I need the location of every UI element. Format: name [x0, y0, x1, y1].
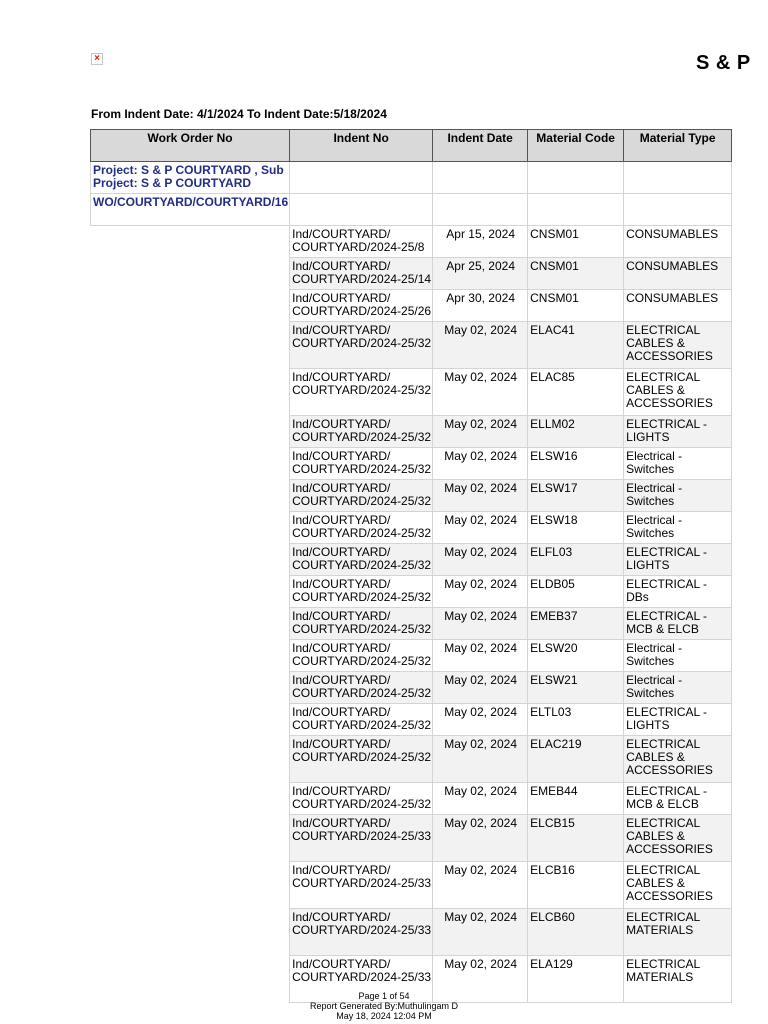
date-range: From Indent Date: 4/1/2024 To Indent Date:5/18/2024 — [91, 107, 387, 121]
material-code-cell: ELAC41 — [528, 322, 624, 369]
blank-cell — [91, 369, 290, 416]
indent-date-cell: May 02, 2024 — [433, 369, 528, 416]
blank-cell — [91, 608, 290, 640]
indent-no-cell: Ind/COURTYARD/ COURTYARD/2024-25/32 — [290, 369, 433, 416]
blank-cell — [91, 640, 290, 672]
indent-date-cell: May 02, 2024 — [433, 608, 528, 640]
indent-table — [90, 129, 732, 1003]
material-code-cell: ELCB15 — [528, 815, 624, 862]
indent-no-cell: Ind/COURTYARD/ COURTYARD/2024-25/8 — [290, 226, 433, 258]
indent-date-cell: May 02, 2024 — [433, 322, 528, 369]
material-code-cell: ELSW18 — [528, 512, 624, 544]
material-code-cell: ELFL03 — [528, 544, 624, 576]
blank-cell — [91, 448, 290, 480]
indent-date-cell: May 02, 2024 — [433, 640, 528, 672]
table-row — [91, 704, 732, 736]
material-type-cell: ELECTRICAL - MCB & ELCB — [624, 783, 732, 815]
empty-cell — [433, 194, 528, 226]
indent-no-cell: Ind/COURTYARD/ COURTYARD/2024-25/32 — [290, 480, 433, 512]
material-type-cell: ELECTRICAL - DBs — [624, 576, 732, 608]
table-header-row — [91, 130, 732, 162]
header-material-code: Material Code — [528, 130, 624, 162]
indent-no-cell: Ind/COURTYARD/ COURTYARD/2024-25/32 — [290, 576, 433, 608]
blank-cell — [91, 815, 290, 862]
material-type-cell: Electrical - Switches — [624, 448, 732, 480]
blank-cell — [91, 258, 290, 290]
blank-cell — [91, 909, 290, 956]
empty-cell — [290, 162, 433, 194]
indent-no-cell: Ind/COURTYARD/ COURTYARD/2024-25/32 — [290, 704, 433, 736]
table-row — [91, 608, 732, 640]
table-row — [91, 640, 732, 672]
empty-cell — [290, 194, 433, 226]
material-type-cell: ELECTRICAL - MCB & ELCB — [624, 608, 732, 640]
indent-no-cell: Ind/COURTYARD/ COURTYARD/2024-25/32 — [290, 416, 433, 448]
material-code-cell: ELAC85 — [528, 369, 624, 416]
table-row — [91, 815, 732, 862]
header-indent-date: Indent Date — [433, 130, 528, 162]
indent-no-cell: Ind/COURTYARD/ COURTYARD/2024-25/32 — [290, 640, 433, 672]
table-row — [91, 290, 732, 322]
material-code-cell: ELSW21 — [528, 672, 624, 704]
material-type-cell: Electrical - Switches — [624, 480, 732, 512]
indent-no-cell: Ind/COURTYARD/ COURTYARD/2024-25/14 — [290, 258, 433, 290]
indent-date-cell: Apr 30, 2024 — [433, 290, 528, 322]
table-row — [91, 448, 732, 480]
blank-cell — [91, 783, 290, 815]
indent-no-cell: Ind/COURTYARD/ COURTYARD/2024-25/33 — [290, 909, 433, 956]
material-code-cell: ELAC219 — [528, 736, 624, 783]
material-type-cell: ELECTRICAL MATERIALS — [624, 909, 732, 956]
indent-date-cell: May 02, 2024 — [433, 956, 528, 1003]
header-work-order-no: Work Order No — [91, 130, 290, 162]
indent-date-cell: May 02, 2024 — [433, 544, 528, 576]
blank-cell — [91, 862, 290, 909]
blank-cell — [91, 512, 290, 544]
blank-cell — [91, 544, 290, 576]
indent-date-cell: May 02, 2024 — [433, 736, 528, 783]
page-number: Page 1 of 54 — [358, 991, 410, 1001]
material-code-cell: ELCB16 — [528, 862, 624, 909]
material-code-cell: CNSM01 — [528, 290, 624, 322]
material-type-cell: ELECTRICAL CABLES & ACCESSORIES — [624, 369, 732, 416]
blank-cell — [91, 672, 290, 704]
indent-no-cell: Ind/COURTYARD/ COURTYARD/2024-25/32 — [290, 322, 433, 369]
table-row — [91, 862, 732, 909]
material-code-cell: CNSM01 — [528, 258, 624, 290]
material-type-cell: CONSUMABLES — [624, 290, 732, 322]
material-type-cell: Electrical - Switches — [624, 672, 732, 704]
material-type-cell: ELECTRICAL - LIGHTS — [624, 704, 732, 736]
project-row — [91, 162, 732, 194]
header-material-type: Material Type — [624, 130, 732, 162]
indent-no-cell: Ind/COURTYARD/ COURTYARD/2024-25/32 — [290, 783, 433, 815]
project-label: Project: S & P COURTYARD , Sub Project: S & P COURTYARD — [91, 162, 290, 194]
table-row — [91, 480, 732, 512]
indent-date-cell: Apr 25, 2024 — [433, 258, 528, 290]
table-row — [91, 322, 732, 369]
indent-date-cell: May 02, 2024 — [433, 416, 528, 448]
material-type-cell: ELECTRICAL CABLES & ACCESSORIES — [624, 815, 732, 862]
indent-date-cell: May 02, 2024 — [433, 909, 528, 956]
material-type-cell: ELECTRICAL - LIGHTS — [624, 544, 732, 576]
indent-no-cell: Ind/COURTYARD/ COURTYARD/2024-25/32 — [290, 544, 433, 576]
table-row — [91, 416, 732, 448]
broken-image-icon: × — [91, 53, 103, 65]
blank-cell — [91, 480, 290, 512]
blank-cell — [91, 704, 290, 736]
material-type-cell: ELECTRICAL CABLES & ACCESSORIES — [624, 322, 732, 369]
material-code-cell: EMEB37 — [528, 608, 624, 640]
empty-cell — [528, 162, 624, 194]
material-code-cell: ELSW20 — [528, 640, 624, 672]
table-row — [91, 783, 732, 815]
indent-date-cell: May 02, 2024 — [433, 704, 528, 736]
material-code-cell: ELSW16 — [528, 448, 624, 480]
table-row — [91, 544, 732, 576]
table-row — [91, 512, 732, 544]
empty-cell — [624, 162, 732, 194]
indent-date-cell: May 02, 2024 — [433, 862, 528, 909]
material-type-cell: CONSUMABLES — [624, 258, 732, 290]
indent-no-cell: Ind/COURTYARD/ COURTYARD/2024-25/33 — [290, 862, 433, 909]
generated-by: Report Generated By:Muthulingam D — [309, 1001, 459, 1011]
indent-date-cell: May 02, 2024 — [433, 480, 528, 512]
blank-cell — [91, 322, 290, 369]
indent-date-cell: May 02, 2024 — [433, 448, 528, 480]
indent-no-cell: Ind/COURTYARD/ COURTYARD/2024-25/32 — [290, 608, 433, 640]
material-code-cell: ELCB60 — [528, 909, 624, 956]
material-type-cell: Electrical - Switches — [624, 640, 732, 672]
empty-cell — [528, 194, 624, 226]
material-type-cell: ELECTRICAL - LIGHTS — [624, 416, 732, 448]
indent-date-cell: May 02, 2024 — [433, 672, 528, 704]
report-footer — [0, 991, 768, 1021]
company-title: S & P — [696, 52, 751, 74]
material-code-cell: ELDB05 — [528, 576, 624, 608]
generated-timestamp: May 18, 2024 12:04 PM — [336, 1011, 432, 1021]
indent-no-cell: Ind/COURTYARD/ COURTYARD/2024-25/32 — [290, 448, 433, 480]
empty-cell — [433, 162, 528, 194]
work-order-row — [91, 194, 732, 226]
material-code-cell: ELA129 — [528, 956, 624, 1003]
indent-no-cell: Ind/COURTYARD/ COURTYARD/2024-25/32 — [290, 736, 433, 783]
blank-cell — [91, 226, 290, 258]
table-row — [91, 909, 732, 956]
indent-date-cell: Apr 15, 2024 — [433, 226, 528, 258]
material-type-cell: ELECTRICAL CABLES & ACCESSORIES — [624, 862, 732, 909]
indent-no-cell: Ind/COURTYARD/ COURTYARD/2024-25/33 — [290, 956, 433, 1003]
indent-no-cell: Ind/COURTYARD/ COURTYARD/2024-25/32 — [290, 672, 433, 704]
indent-no-cell: Ind/COURTYARD/ COURTYARD/2024-25/32 — [290, 512, 433, 544]
header-indent-no: Indent No — [290, 130, 433, 162]
material-code-cell: ELTL03 — [528, 704, 624, 736]
material-type-cell: Electrical - Switches — [624, 512, 732, 544]
table-row — [91, 672, 732, 704]
material-code-cell: ELLM02 — [528, 416, 624, 448]
blank-cell — [91, 736, 290, 783]
material-type-cell: ELECTRICAL MATERIALS — [624, 956, 732, 1003]
empty-cell — [624, 194, 732, 226]
table-row — [91, 736, 732, 783]
material-code-cell: EMEB44 — [528, 783, 624, 815]
table-row — [91, 369, 732, 416]
indent-no-cell: Ind/COURTYARD/ COURTYARD/2024-25/33 — [290, 815, 433, 862]
indent-date-cell: May 02, 2024 — [433, 576, 528, 608]
blank-cell — [91, 290, 290, 322]
material-code-cell: ELSW17 — [528, 480, 624, 512]
indent-date-cell: May 02, 2024 — [433, 512, 528, 544]
table-row — [91, 258, 732, 290]
blank-cell — [91, 416, 290, 448]
material-type-cell: ELECTRICAL CABLES & ACCESSORIES — [624, 736, 732, 783]
indent-date-cell: May 02, 2024 — [433, 815, 528, 862]
indent-no-cell: Ind/COURTYARD/ COURTYARD/2024-25/26 — [290, 290, 433, 322]
work-order-label: WO/COURTYARD/COURTYARD/16 — [91, 194, 290, 226]
material-type-cell: CONSUMABLES — [624, 226, 732, 258]
blank-cell — [91, 576, 290, 608]
material-code-cell: CNSM01 — [528, 226, 624, 258]
table-row — [91, 226, 732, 258]
table-row — [91, 576, 732, 608]
indent-date-cell: May 02, 2024 — [433, 783, 528, 815]
